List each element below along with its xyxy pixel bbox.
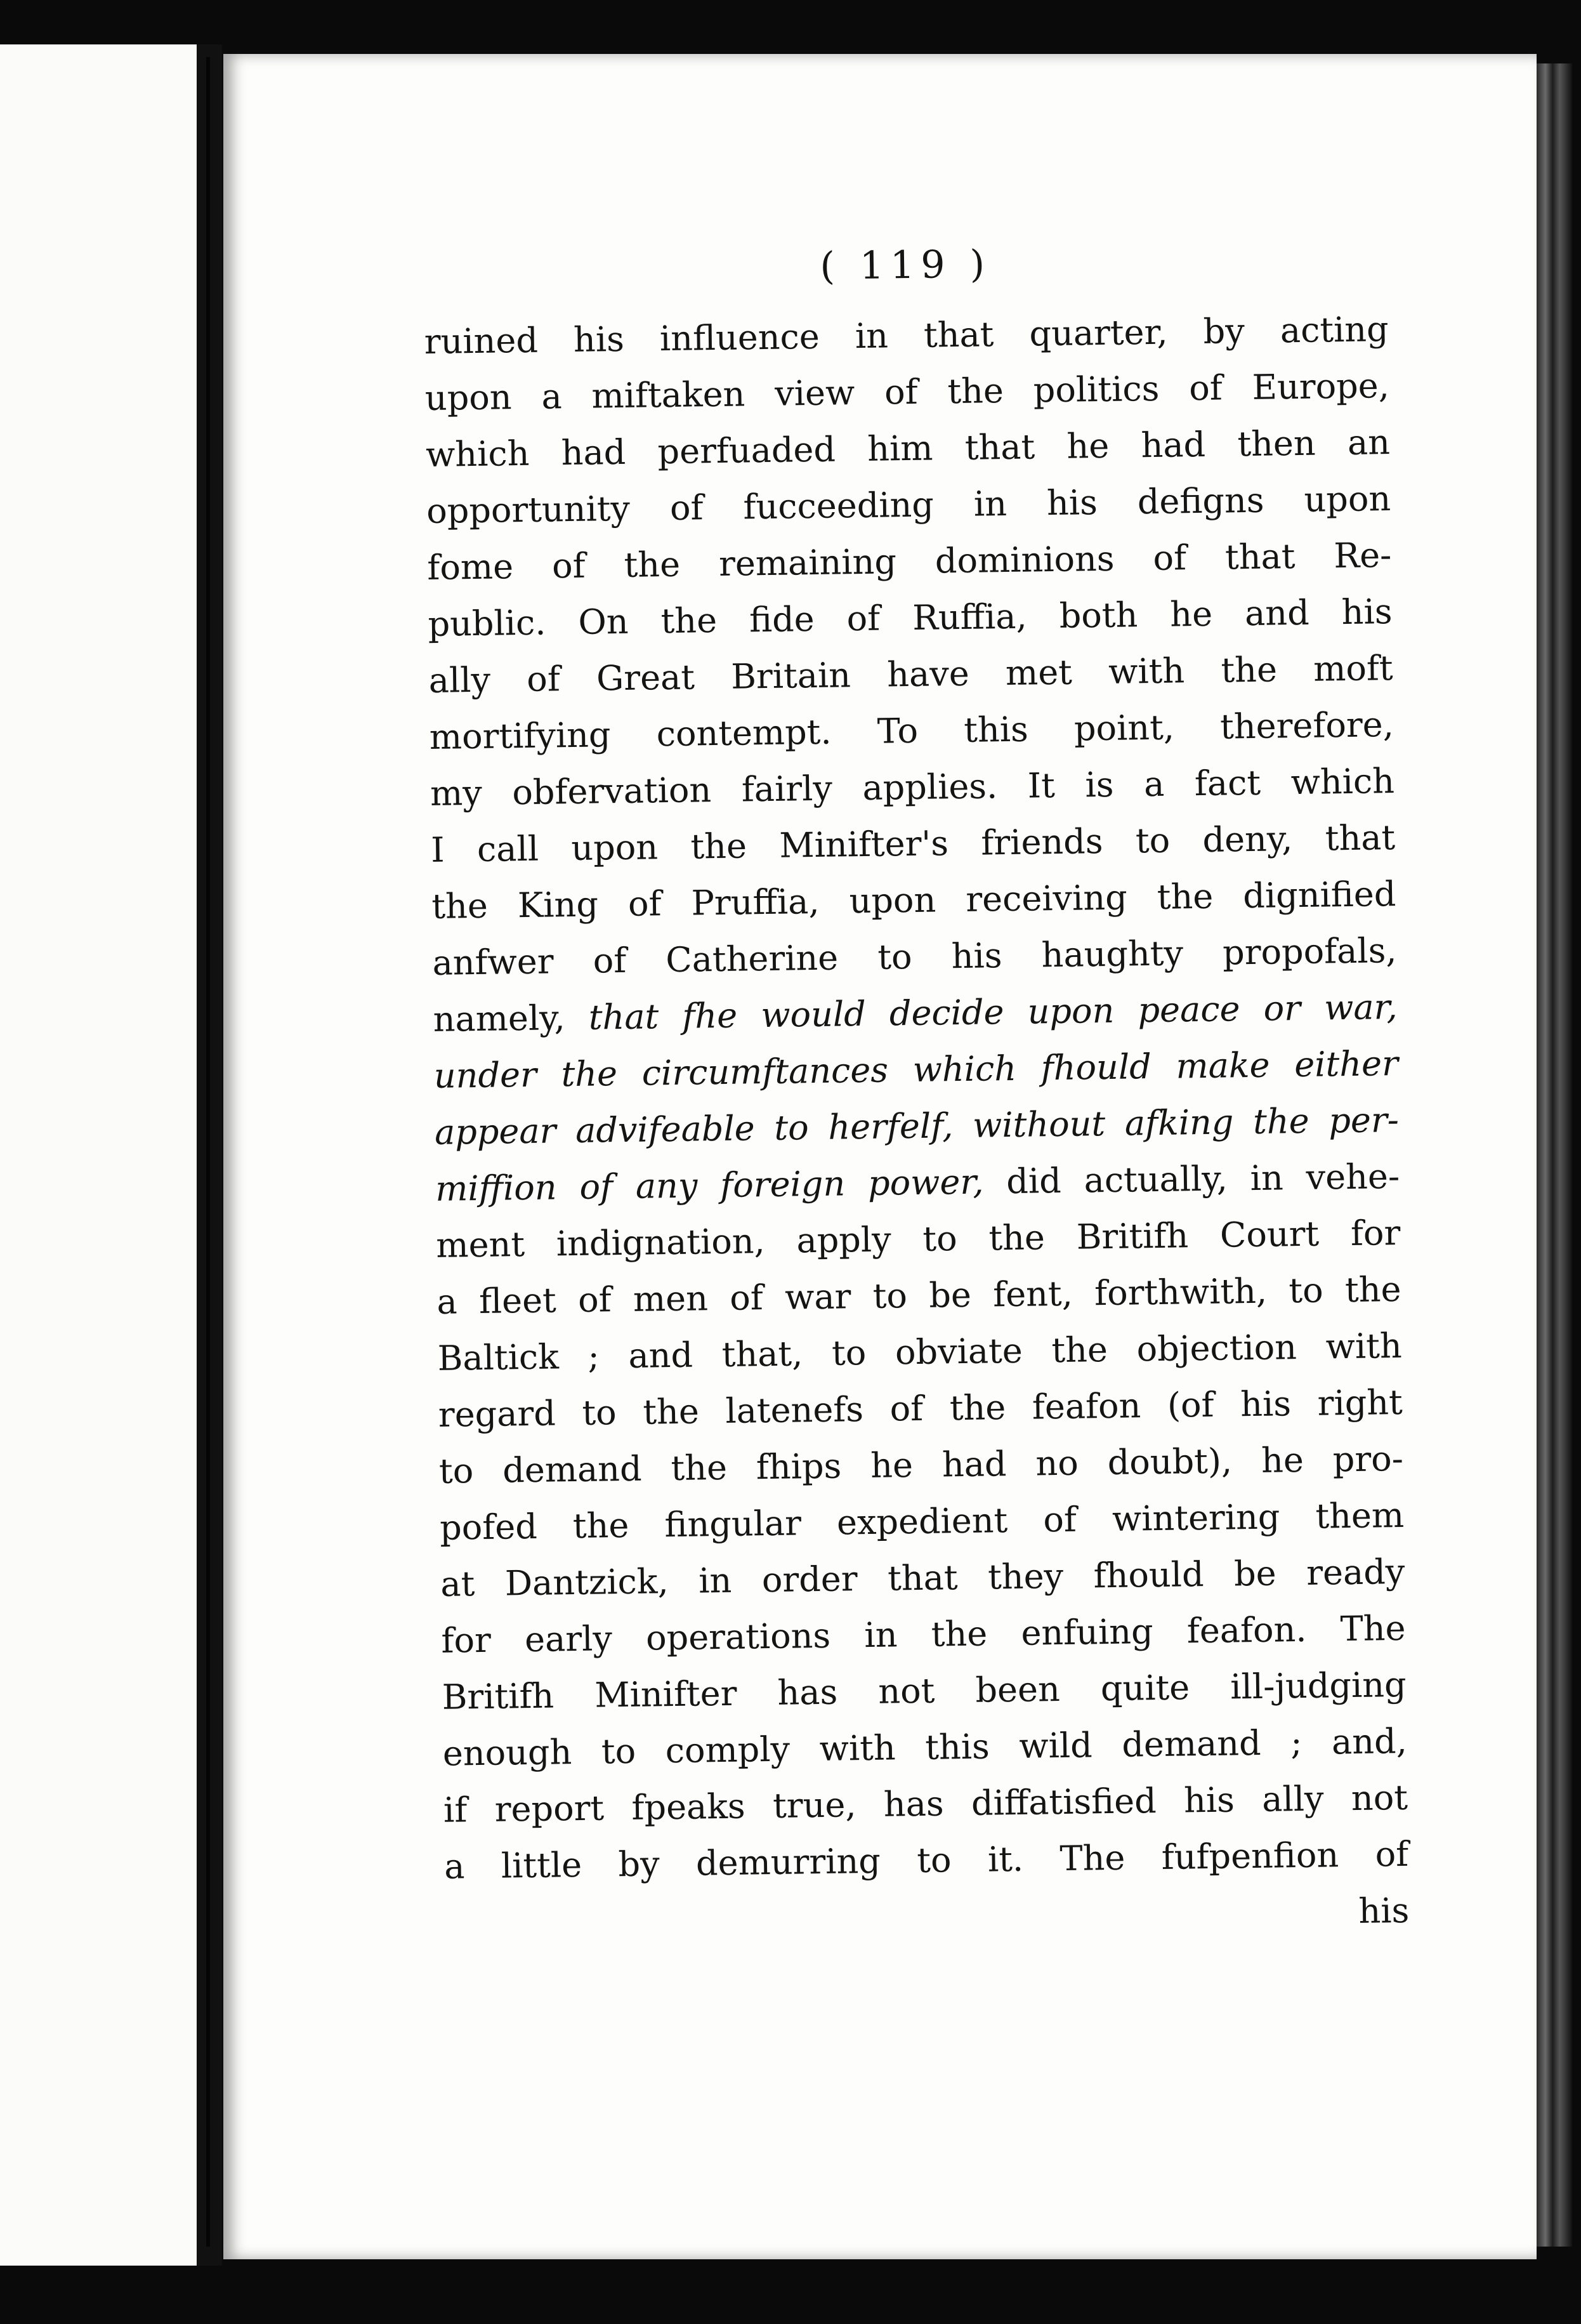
text-line: fome of the remaining dominions of that Re- <box>427 535 1392 588</box>
text-line: mortifying contempt. To this point, therefore, <box>429 704 1394 757</box>
italic-quote: under the circumftances which fhould make either <box>433 1043 1399 1096</box>
text-line: Britifh Minifter has not been quite ill-judging <box>442 1664 1407 1717</box>
text-line: anfwer of Catherine to his haughty propofals, <box>432 930 1397 983</box>
italic-quote: appear advifeable to herfelf, without afking the per- <box>434 1099 1400 1152</box>
roman-text: did actually, in vehe- <box>983 1156 1400 1202</box>
text-line: I call upon the Minifter's friends to deny, that <box>430 817 1396 870</box>
text-line: a little by demurring to it. The fufpenfion of <box>443 1833 1409 1887</box>
text-line: the King of Pruffia, upon receiving the dignified <box>431 874 1396 927</box>
text-line: my obfervation fairly applies. It is a fact which <box>430 761 1395 814</box>
text-line: upon a miftaken view of the politics of Europe, <box>424 366 1390 418</box>
text-line: enough to comply with this wild demand ; and, <box>442 1720 1408 1774</box>
text-line: which had perfuaded him that he had then an <box>425 422 1391 475</box>
text-line: ally of Great Britain have met with the moft <box>428 648 1394 701</box>
page-text <box>424 242 1410 1951</box>
italic-quote: that fhe would decide upon peace or war, <box>588 987 1398 1038</box>
page-fore-edge <box>1537 63 1572 2247</box>
roman-text: namely, <box>433 997 589 1040</box>
text-line: at Dantzick, in order that they fhould be ready <box>440 1551 1405 1604</box>
text-line: pofed the fingular expedient of wintering them <box>439 1495 1405 1548</box>
text-line: ruined his influence in that quarter, by acting <box>424 309 1389 362</box>
italic-quote: miffion of any foreign power, <box>435 1161 984 1209</box>
text-line: opportunity of fucceeding in his defigns upon <box>426 479 1391 531</box>
text-line: regard to the latenefs of the feafon (of his right <box>438 1382 1403 1435</box>
text-line: for early operations in the enfuing feafon. The <box>441 1608 1406 1661</box>
text-line: public. On the fide of Ruffia, both he and his <box>428 591 1393 644</box>
text-line: to demand the fhips he had no doubt), he pro- <box>438 1438 1404 1491</box>
text-line: if report fpeaks true, has diffatisfied his ally not <box>443 1777 1408 1830</box>
gutter-shadow <box>206 57 210 2247</box>
text-line: Baltick ; and that, to obviate the objection with <box>437 1325 1403 1378</box>
left-page <box>0 44 197 2266</box>
page-number: ( 119 ) <box>820 242 992 289</box>
text-line: ment indignation, apply to the Britifh Court for <box>435 1212 1401 1265</box>
catchword: his <box>1358 1890 1410 1931</box>
text-line: a fleet of men of war to be fent, forthwith, to the <box>436 1269 1401 1322</box>
